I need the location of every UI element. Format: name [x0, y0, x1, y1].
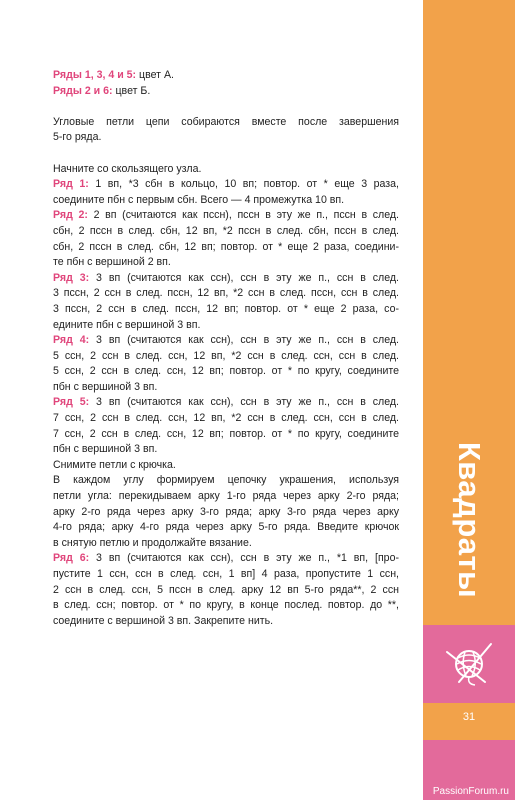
- rows-odd-text: цвет А.: [136, 69, 174, 81]
- row-2-text: 2 вп (считаются как пссн), пссн в эту же п., пссн в след.: [87, 209, 399, 222]
- row-4-line: 5 ссн, 2 ссн в след. ссн, 12 вп, *2 ссн в след. ссн, ссн в след.: [53, 349, 399, 362]
- spacer: [53, 146, 399, 162]
- row-6-line: в след. ссн; повтор. от * по кругу, в конце послед. повтор. до **,: [53, 599, 399, 612]
- rows-even-text: цвет Б.: [112, 84, 151, 97]
- yarn-ball-icon: [441, 632, 497, 688]
- watermark: PassionForum.ru: [432, 786, 509, 797]
- spacer: [53, 99, 399, 115]
- rows-odd-color: [53, 68, 399, 84]
- decoration-line: 4-го ряда; арку 4-го ряда через арку 5-го ряда. Введите крючок: [53, 521, 399, 534]
- corner-note-line: 5-го ряда.: [53, 131, 102, 144]
- row-6-line: [53, 551, 399, 567]
- row-4-line: 5 ссн, 2 ссн в след. ссн, 12 вп; повтор. от * по кругу, соедините: [53, 365, 399, 378]
- rows-even-label: Ряды 2 и 6:: [53, 84, 113, 97]
- row-2-line: сбн, 2 пссн в след. сбн, 12 вп, *2 пссн в след. сбн, пссн в след.: [53, 224, 399, 237]
- row-5-line: 7 ссн, 2 ссн в след. ссн, 12 вп, *2 ссн в след. ссн, ссн в след.: [53, 412, 399, 425]
- row-3-line: [53, 271, 399, 287]
- row-1-label: Ряд 1:: [53, 178, 89, 191]
- section-title: Квадраты: [452, 441, 488, 599]
- page-number: 31: [462, 711, 476, 723]
- row-2-line: [53, 208, 399, 224]
- row-6-line: 2 ссн в след. ссн, 5 пссн в след. арку 12 вп 5-го ряда**, 2 ссн: [53, 583, 399, 596]
- row-3-text: 3 вп (считаются как ссн), ссн в эту же п., ссн в след.: [89, 271, 399, 284]
- row-1-text: 1 вп, *3 сбн в кольцо, 10 вп; повтор. от * еще 3 раза,: [88, 178, 400, 191]
- row-1-line: [53, 177, 399, 193]
- row-2-line: сбн, 2 пссн в след. сбн, 12 вп; повтор. от * еще 2 раза, соедини-: [53, 240, 399, 253]
- row-5-line: [53, 395, 399, 411]
- row-4-line: пбн с вершиной 3 вп.: [53, 380, 158, 393]
- row-3-label: Ряд 3:: [53, 271, 90, 284]
- row-3-line: 3 пссн, 2 ссн в след. пссн, 12 вп; повтор. от * еще 2 раза, со-: [53, 302, 399, 315]
- page-text: [53, 68, 399, 629]
- row-5-text: 3 вп (считаются как ссн), ссн в эту же п., ссн в след.: [89, 396, 399, 409]
- row-3-line: едините пбн с вершиной 3 вп.: [53, 318, 201, 331]
- decoration-line: арку 2-го ряда через арку 3-го ряда; арку 3-го ряда через арку: [53, 505, 399, 518]
- rows-even-color: [53, 84, 399, 100]
- row-2-line: те пбн с вершиной 2 вп.: [53, 256, 171, 269]
- row-5-line: пбн с вершиной 3 вп.: [53, 443, 158, 456]
- row-6-label: Ряд 6:: [53, 552, 90, 565]
- decoration-line: петли угла: перекидываем арку 1-го ряда через арку 2-го ряда;: [53, 490, 399, 503]
- row-3-line: 3 пссн, 2 ссн в след. пссн, 12 вп, *2 ссн в след. пссн, ссн в след.: [53, 287, 399, 300]
- row-6-line: соедините с вершиной 3 вп. Закрепите нить.: [53, 614, 274, 627]
- rows-odd-label: Ряды 1, 3, 4 и 5:: [53, 69, 137, 81]
- row-2-label: Ряд 2:: [53, 209, 88, 222]
- section-sidebar: [423, 0, 515, 800]
- row-4-label: Ряд 4:: [53, 334, 90, 347]
- row-1-line: соедините пбн с первым сбн. Всего — 4 промежутка 10 вп.: [53, 193, 345, 206]
- row-5-label: Ряд 5:: [53, 396, 90, 409]
- corner-note-line: Угловые петли цепи собираются вместе после завершения: [53, 115, 399, 128]
- decoration-line: В каждом углу формируем цепочку украшения, используя: [53, 474, 399, 487]
- row-4-text: 3 вп (считаются как ссн), ссн в эту же п., ссн в след.: [89, 334, 399, 347]
- start-line: Начните со скользящего узла.: [53, 162, 202, 175]
- row-6-text: 3 вп (считаются как ссн), ссн в эту же п., *1 вп, [про-: [89, 552, 399, 565]
- row-6-line: пустите 1 ссн, ссн в след. ссн, 1 вп] 4 раза, пропустите 1 ссн,: [53, 568, 399, 580]
- remove-hook-line: Снимите петли с крючка.: [53, 458, 176, 471]
- row-4-line: [53, 333, 399, 349]
- row-5-line: 7 ссн, 2 ссн в след. ссн, 12 вп; повтор. от * по кругу, соедините: [53, 427, 399, 440]
- decoration-line: в снятую петлю и продолжайте вязание.: [53, 536, 252, 549]
- section-title-wrap: [423, 430, 515, 610]
